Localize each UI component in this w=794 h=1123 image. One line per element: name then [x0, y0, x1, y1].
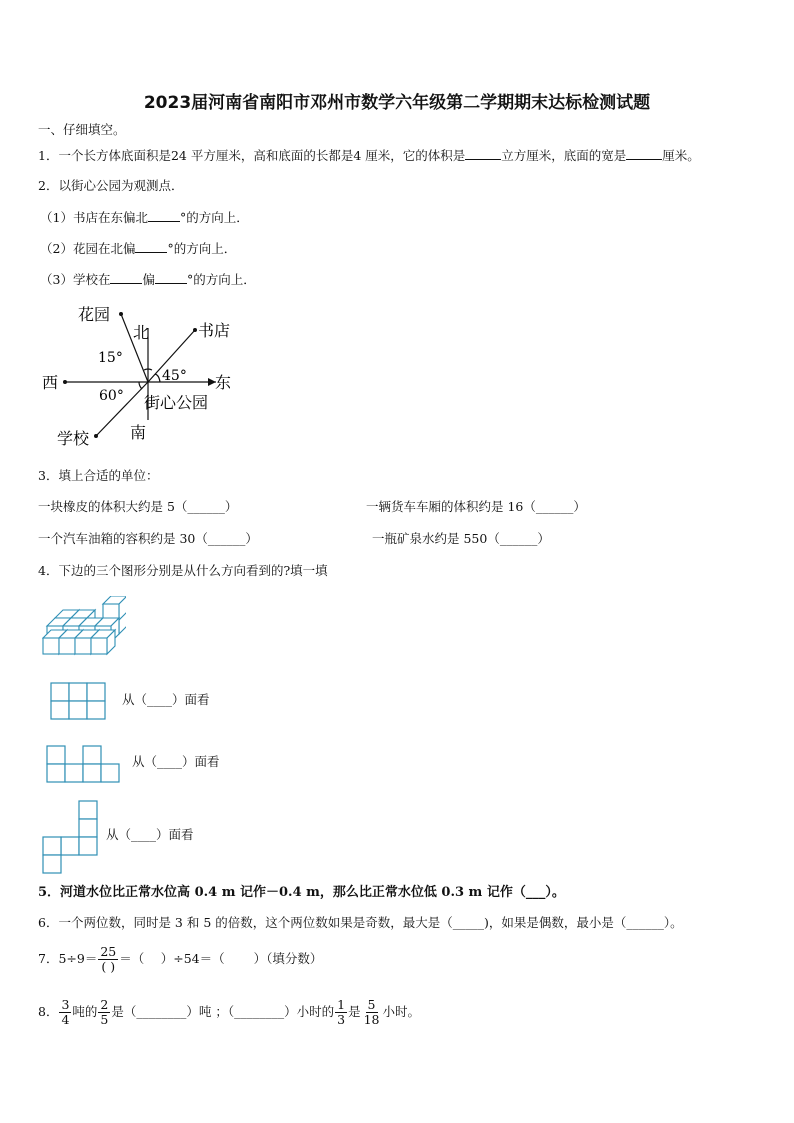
label-garden: 花园 [78, 305, 111, 324]
question-5[interactable]: 5．河道水位比正常水位高 0.4 m 记作－0.4 m，那么比正常水位低 0.3 m 记作（___）。 [38, 885, 565, 900]
compass-diagram [38, 298, 248, 450]
q8-f3-den: 3 [337, 1011, 346, 1027]
q2-p1-text-end: °的方向上． [179, 210, 249, 225]
label-south: 南 [130, 423, 147, 442]
q2-p3-text: （3）学校在 [40, 272, 111, 287]
question-3-intro: 3．填上合适的单位： [38, 468, 159, 483]
q8-fraction-3 [335, 998, 347, 1027]
cube-back-top [103, 596, 126, 620]
q8-number: 8． [38, 1004, 59, 1019]
label-west: 西 [42, 373, 59, 392]
question-2-intro: 2．以街心公园为观测点． [38, 178, 184, 193]
angle-15-label: 15° [98, 350, 123, 366]
q7-fraction-numerator: 25 [100, 943, 117, 959]
q8-fraction-2 [98, 998, 110, 1027]
question-7[interactable] [38, 944, 322, 974]
q2-p1-blank[interactable] [148, 209, 180, 222]
question-8[interactable] [38, 995, 420, 1029]
q2-p3-text-end: °的方向上． [186, 272, 256, 287]
q8-f2-den: 5 [100, 1011, 109, 1027]
q3-item-truck[interactable]: 一辆货车车厢的体积约是 16（______） [366, 499, 586, 514]
label-bookstore: 书店 [198, 321, 231, 340]
section-heading: 一、仔细填空。 [38, 122, 126, 137]
q8-f1-num: 3 [61, 996, 70, 1012]
angle-45-label: 45° [162, 368, 187, 384]
label-school: 学校 [57, 429, 90, 448]
school-dot-icon [94, 434, 98, 438]
question-1 [38, 147, 700, 164]
view-3-answer[interactable]: 从（____）面看 [106, 827, 194, 842]
q2-p2-text-end: °的方向上． [167, 241, 237, 256]
q8-f3-num: 1 [337, 996, 346, 1012]
page-title: 2023届河南省南阳市邓州市数学六年级第二学期期末达标检测试题 [143, 93, 651, 113]
q1-text-c: 厘米。 [662, 148, 700, 163]
question-2-part-1 [40, 209, 249, 226]
question-4-intro: 4．下边的三个图形分别是从什么方向看到的?填一填 [38, 563, 328, 578]
view-1-answer[interactable]: 从（____）面看 [122, 692, 210, 707]
angle-45-arc [155, 374, 160, 382]
q8-f1-den: 4 [61, 1011, 70, 1027]
q8-text-b: 是（________）吨 ；（________）小时的 [111, 1004, 335, 1019]
q2-p2-text: （2）花园在北偏 [40, 241, 136, 256]
q3-item-fuel-tank[interactable]: 一个汽车油箱的容积约是 30（______） [38, 531, 258, 546]
question-6[interactable]: 6．一个两位数，同时是 3 和 5 的倍数，这个两位数如果是奇数，最大是（_____)，如果是偶数，最小是（______）。 [38, 915, 683, 930]
q8-text-c: 是 [348, 1004, 361, 1019]
view-1-figure [50, 682, 108, 720]
q8-fraction-4 [362, 998, 382, 1027]
q8-f2-num: 2 [100, 996, 109, 1012]
q3-item-water-bottle[interactable]: 一瓶矿泉水约是 550（______） [372, 531, 550, 546]
q7-text-b: ＝（ ）÷54＝（ ）（填分数） [119, 951, 323, 966]
q7-fraction-denominator[interactable]: ( ) [101, 958, 116, 974]
label-north: 北 [133, 323, 150, 342]
label-east: 东 [215, 373, 232, 392]
west-dot-icon [63, 380, 67, 384]
q7-fraction[interactable] [98, 945, 118, 974]
bookstore-dot-icon [193, 328, 197, 332]
label-park: 街心公园 [144, 393, 209, 412]
view-2-answer[interactable]: 从（____）面看 [132, 754, 220, 769]
view-3-figure [42, 800, 102, 874]
q8-fraction-1 [59, 998, 71, 1027]
q1-blank-width[interactable] [626, 147, 662, 160]
q1-text-b: 立方厘米，底面的宽是 [501, 148, 627, 163]
q1-blank-volume[interactable] [465, 147, 501, 160]
angle-60-arc [139, 382, 142, 389]
q2-p2-blank[interactable] [135, 240, 167, 253]
q8-text-d: 小时。 [382, 1004, 420, 1019]
q2-p3-blank-a[interactable] [110, 271, 142, 284]
q2-p3-blank-b[interactable] [155, 271, 187, 284]
question-2-part-3 [40, 271, 256, 288]
cube-stack-figure [42, 596, 126, 656]
garden-dot-icon [119, 312, 123, 316]
view-2-figure [46, 745, 124, 783]
angle-60-label: 60° [99, 388, 124, 404]
q2-p3-text-mid: 偏 [142, 272, 155, 287]
question-2-part-2 [40, 240, 236, 257]
q8-text-a: 吨的 [72, 1004, 98, 1019]
q7-text-a: 7．5÷9＝ [38, 951, 98, 966]
q2-p1-text: （1）书店在东偏北 [40, 210, 148, 225]
q8-f4-num: 5 [367, 996, 376, 1012]
q8-f4-den: 18 [363, 1011, 380, 1027]
q3-item-eraser[interactable]: 一块橡皮的体积大约是 5（______） [38, 499, 238, 514]
q1-text-a: 1．一个长方体底面积是24 平方厘米，高和底面的长都是4 厘米，它的体积是 [38, 148, 466, 163]
